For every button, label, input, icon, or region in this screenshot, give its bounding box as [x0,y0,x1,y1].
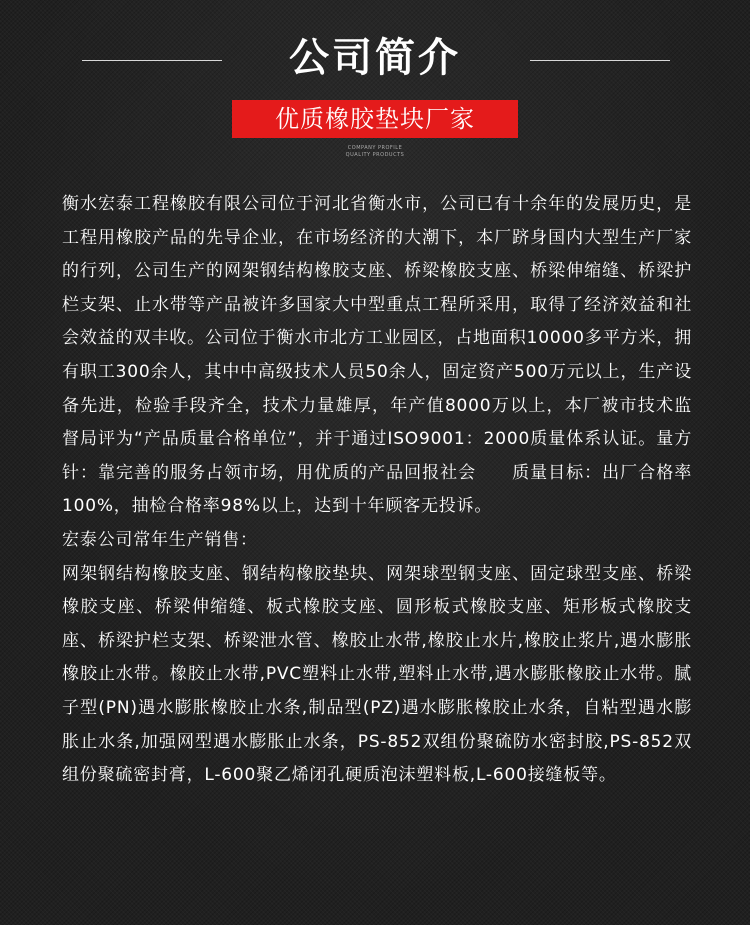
small-caption-2: QUALITY PRODUCTS [345,152,405,158]
page-title: 公司简介 [289,35,461,81]
content-body [62,188,692,793]
header [0,0,750,170]
small-caption-1: COMPANY PROFILE [347,145,403,151]
intro-paragraph: 衡水宏泰工程橡胶有限公司位于河北省衡水市，公司已有十余年的发展历史，是工程用橡胶产品的先导企业，在市场经济的大潮下，本厂跻身国内大型生产厂家的行列，公司生产的网架钢结构橡胶支座、桥梁橡胶支座、桥梁伸缩缝、桥梁护栏支架、止水带等产品被许多国家大中型重点工程所采用，取得了经济效益和社会效益的双丰收。公司位于衡水市北方工业园区，占地面积10000多平方米，拥有职工300余人，其中中高级技术人员50余人，固定资产500万元以上，生产设备先进，检验手段齐全，技术力量雄厚，年产值8000万以上，本厂被市技术监督局评为“产品质量合格单位”，并于通过ISO9001：2000质量体系认证。量方针：靠完善的服务占领市场，用优质的产品回报社会 质量目标：出厂合格率100%，抽检合格率98%以上，达到十年顾客无投诉。 [62,194,692,517]
subtitle-banner: 优质橡胶垫块厂家 [232,100,518,138]
title-divider-right [530,60,670,61]
products-paragraph: 网架钢结构橡胶支座、钢结构橡胶垫块、网架球型钢支座、固定球型支座、桥梁橡胶支座、桥梁伸缩缝、板式橡胶支座、圆形板式橡胶支座、矩形板式橡胶支座、桥梁护栏支架、桥梁泄水管、橡胶止水带,橡胶止水片,橡胶止浆片,遇水膨胀橡胶止水带。橡胶止水带,PVC塑料止水带,塑料止水带,遇水膨胀橡胶止水带。腻子型(PN)遇水膨胀橡胶止水条,制品型(PZ)遇水膨胀橡胶止水条，自粘型遇水膨胀止水条,加强网型遇水膨胀止水条，PS-852双组份聚硫防水密封胶,PS-852双组份聚硫密封膏，L-600聚乙烯闭孔硬质泡沫塑料板,L-600接缝板等。 [62,563,692,786]
products-heading: 宏泰公司常年生产销售： [62,529,258,550]
